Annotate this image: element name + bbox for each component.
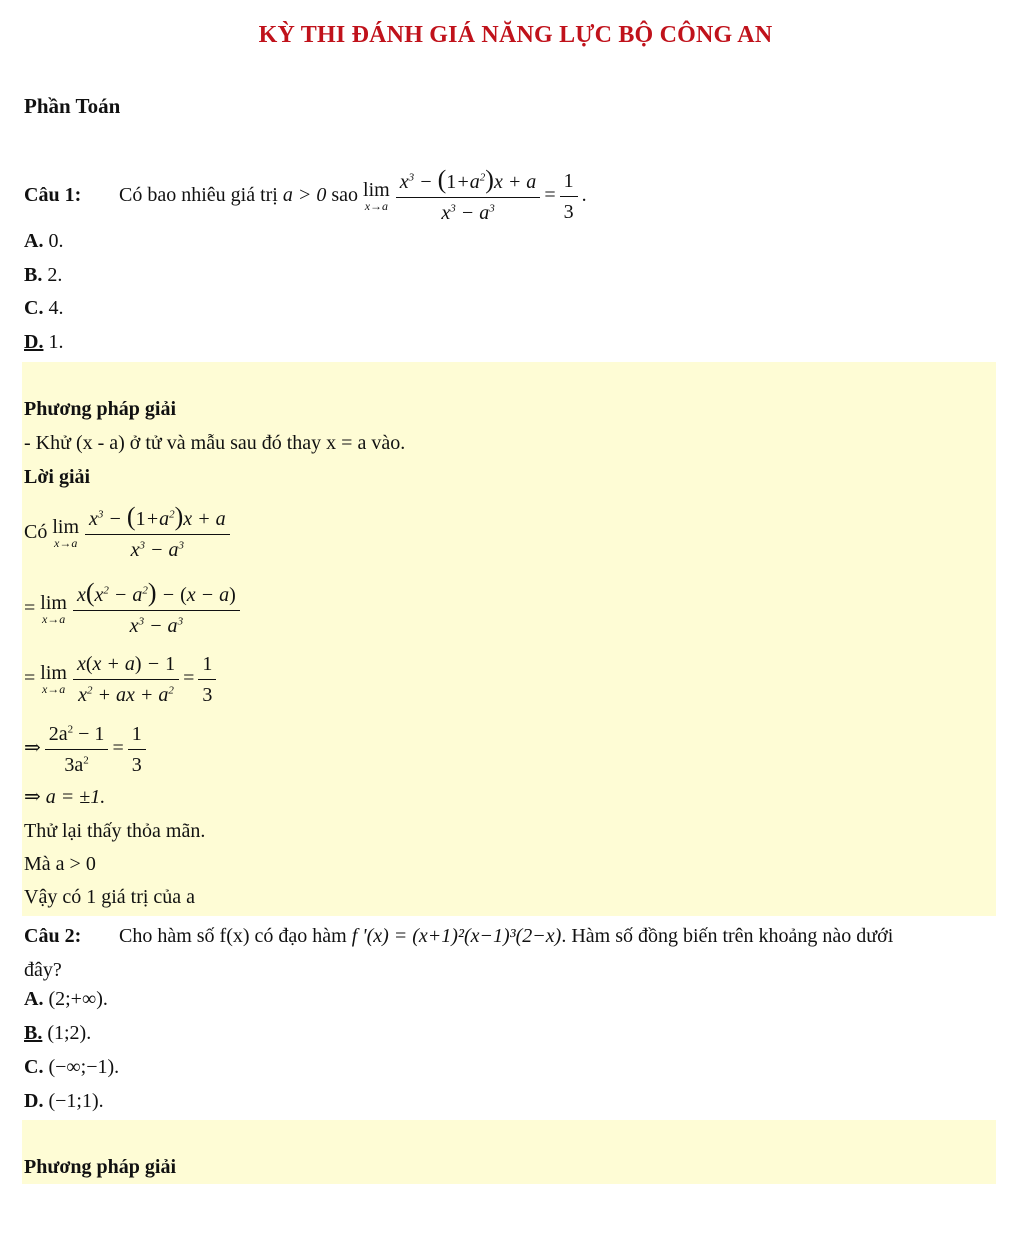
q2-option-b-letter: B. xyxy=(24,1022,43,1044)
exam-title: KỲ THI ĐÁNH GIÁ NĂNG LỰC BỘ CÔNG AN xyxy=(258,22,773,48)
q2-option-b[interactable] xyxy=(24,1020,91,1046)
q2-method-heading: Phương pháp giải xyxy=(24,1156,177,1178)
question-2-text: Cho hàm số f(x) có đạo hàm xyxy=(119,925,347,947)
q1-option-b-letter: B. xyxy=(24,264,43,286)
q2-option-c[interactable] xyxy=(24,1054,119,1080)
q1-option-c-value: 4. xyxy=(48,297,64,319)
q1-method-text: - Khử (x - a) ở tử và mẫu sau đó thay x = a vào. xyxy=(24,432,406,454)
q1-solution-check: Thử lại thấy thỏa mãn. xyxy=(24,820,206,842)
question-2-formula: f '(x) = (x+1)²(x−1)³(2−x) xyxy=(351,925,562,947)
q2-option-a-letter: A. xyxy=(24,988,44,1010)
q1-option-a-value: 0. xyxy=(48,230,64,252)
question-1-label: Câu 1: xyxy=(24,184,82,206)
q2-option-d[interactable] xyxy=(24,1088,104,1114)
q1-solution-condition: Mà a > 0 xyxy=(24,853,96,875)
question-2 xyxy=(24,923,893,949)
q1-option-b-value: 2. xyxy=(47,264,63,286)
q1-solution-heading: Lời giải xyxy=(24,466,91,488)
question-1-condition: a > 0 xyxy=(282,184,327,206)
section-heading: Phần Toán xyxy=(24,94,121,118)
q2-option-d-value: (−1;1). xyxy=(48,1090,104,1112)
q1-method-heading: Phương pháp giải xyxy=(24,398,177,420)
question-1-limit-formula: lim x→a $\frac{x^3 - (1+a^2)x + a}{x^3 - a^3}$ = $\frac{1}{3}$ . xyxy=(363,164,587,224)
q1-option-a[interactable] xyxy=(24,228,63,254)
question-2-text-line2: đây? xyxy=(24,959,62,981)
q1-option-c[interactable] xyxy=(24,295,63,321)
q1-solution-conclusion: Vậy có 1 giá trị của a xyxy=(24,886,196,908)
q1-solution-step-2: = lim x→a $\frac{x(x^2 - a^2) - (x - a)}{x^3 - a^3}$ xyxy=(24,578,244,638)
q1-solution-step-1: Có lim x→a $\frac{x^3 - (1+a^2)x + a}{x^3 - a^3}$ xyxy=(24,502,234,562)
q1-solution-step-4: ⇒ $\frac{2a^2 - 1}{3a^2}$ = $\frac{1}{3}$ xyxy=(24,718,150,778)
q1-option-d-value: 1. xyxy=(48,331,64,353)
question-1-sao: sao xyxy=(331,184,359,206)
q2-option-a[interactable] xyxy=(24,986,108,1012)
q1-solution-result: ⇒ a = ±1. xyxy=(24,786,106,808)
question-1 xyxy=(24,165,587,225)
q2-option-d-letter: D. xyxy=(24,1090,44,1112)
q2-option-c-letter: C. xyxy=(24,1056,44,1078)
q1-option-d[interactable] xyxy=(24,329,63,355)
q1-solution-step-3: = lim x→a $\frac{x(x + a) - 1}{x^2 + ax + a^2}$ = $\frac{1}{3}$ xyxy=(24,648,220,708)
q1-option-c-letter: C. xyxy=(24,297,44,319)
question-2-text-after: . Hàm số đồng biến trên khoảng nào dưới xyxy=(561,925,894,947)
q2-option-b-value: (1;2). xyxy=(47,1022,92,1044)
question-2-label: Câu 2: xyxy=(24,925,82,947)
q2-option-c-value: (−∞;−1). xyxy=(48,1056,120,1078)
q1-option-a-letter: A. xyxy=(24,230,44,252)
q1-option-b[interactable] xyxy=(24,262,62,288)
q1-option-d-letter: D. xyxy=(24,331,44,353)
question-1-text: Có bao nhiêu giá trị xyxy=(119,184,278,206)
q1-solution-co: Có xyxy=(24,521,48,543)
q2-option-a-value: (2;+∞). xyxy=(48,988,108,1010)
